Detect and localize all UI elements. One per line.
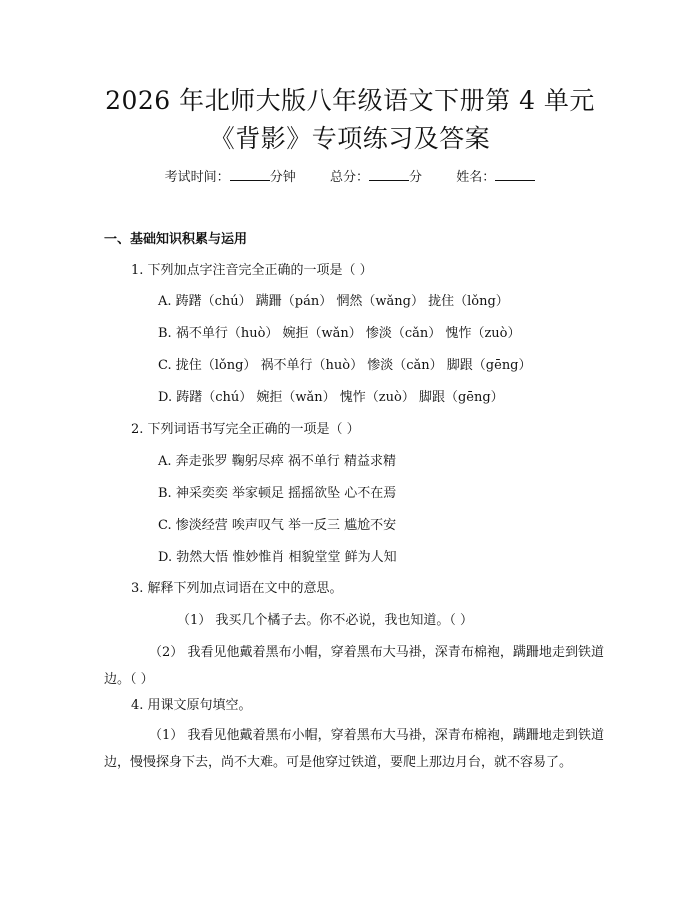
question-4-sub-1: （1） 我看见他戴着黑布小帽，穿着黑布大马褂，深青布棉袍，蹒跚地走到铁道边，慢慢探身下去，尚不大难。可是他穿过铁道，要爬上那边月台，就不容易了。 [104, 728, 604, 770]
page-title-line1: 2026 年北师大版八年级语文下册第 4 单元 [105, 86, 595, 115]
section-heading: 一、基础知识积累与运用 [104, 232, 248, 247]
question-2-option-b[interactable]: B. 神采奕奕 举家顿足 摇摇欲坠 心不在焉 [158, 486, 397, 501]
question-2-option-a[interactable]: A. 奔走张罗 鞠躬尽瘁 祸不单行 精益求精 [158, 454, 397, 469]
question-2-option-d[interactable]: D. 勃然大悟 惟妙惟肖 相貌堂堂 鲜为人知 [158, 550, 397, 565]
question-3-sub-1: （1） 我买几个橘子去。你不必说，我也知道。（ ） [177, 613, 474, 628]
question-1-option-a[interactable]: A. 踌躇（chú） 蹒跚（pán） 惘然（wǎng） 拢住（lǒng） [158, 294, 509, 309]
score-label: 总分： [329, 170, 369, 185]
time-unit: 分钟 [269, 170, 296, 185]
question-1-option-c[interactable]: C. 拢住（lǒng） 祸不单行（huò） 惨淡（cǎn） 脚跟（gēng） [158, 358, 532, 373]
page-title-line2: 《背影》专项练习及答案 [209, 124, 491, 153]
question-4-stem: 4. 用课文原句填空。 [131, 698, 252, 713]
question-2-stem: 2. 下列词语书写完全正确的一项是（ ） [131, 422, 360, 437]
name-label: 姓名： [456, 170, 496, 185]
question-1-option-b[interactable]: B. 祸不单行（huò） 婉拒（wǎn） 惨淡（cǎn） 愧怍（zuò） [158, 326, 521, 341]
time-label: 考试时间： [164, 170, 230, 185]
question-1-stem: 1. 下列加点字注音完全正确的一项是（ ） [131, 263, 373, 278]
score-blank[interactable] [369, 168, 409, 181]
question-3-stem: 3. 解释下列加点词语在文中的意思。 [131, 581, 343, 596]
question-3-sub-2: （2） 我看见他戴着黑布小帽，穿着黑布大马褂，深青布棉袍，蹒跚地走到铁道边。（ ） [104, 645, 604, 687]
question-1-option-d[interactable]: D. 踌躇（chú） 婉拒（wǎn） 愧怍（zuò） 脚跟（gēng） [158, 390, 504, 405]
question-2-option-c[interactable]: C. 惨淡经营 唉声叹气 举一反三 尴尬不安 [158, 518, 397, 533]
time-blank[interactable] [230, 168, 270, 181]
score-unit: 分 [409, 170, 423, 185]
exam-meta [0, 168, 700, 187]
name-blank[interactable] [495, 168, 535, 181]
